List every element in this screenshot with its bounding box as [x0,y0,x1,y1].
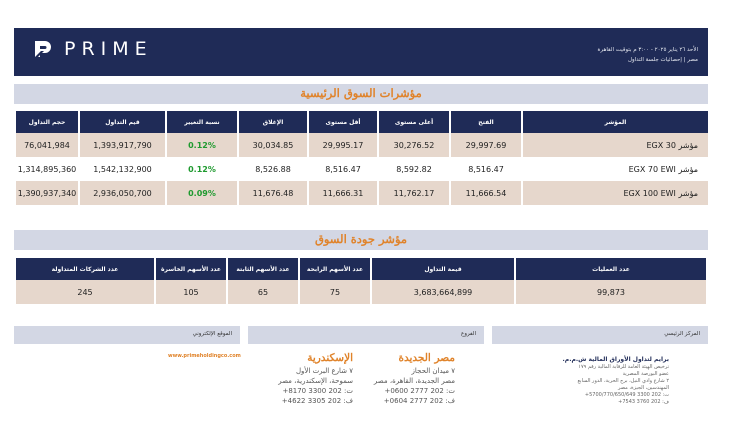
hq-bar [492,326,708,344]
trades-cell: 99,873 [516,280,706,304]
company-license: ترخيص الهيئة العامة للرقابة المالية رقم ١٧٩ [578,364,669,370]
high-cell: 8,592.82 [379,157,449,181]
trade-value-cell: 3,683,664,899 [372,280,514,304]
company-name: برايم لتداول الأوراق المالية ش.م.م. [562,356,669,363]
companies-cell: 245 [16,280,154,304]
report-header [14,28,708,76]
high-cell: 30,276.52 [379,133,449,157]
col-companies: عدد الشركات المتداولة [16,258,154,280]
volume-cell: 76,041,984 [16,133,78,157]
col-trades: عدد العمليات [516,258,706,280]
hq-info [509,355,669,406]
quality-section-bar [14,230,708,250]
quality-section-title: مؤشر جودة السوق [314,232,408,246]
col-open: الفتح [451,111,521,133]
close-cell: 11,676.48 [239,181,307,205]
branches-bar [248,326,484,344]
heliopolis-line2: مصر الجديدة، القاهرة، مصر [373,377,455,385]
high-cell: 11,762.17 [379,181,449,205]
hq-line1: ٢ شارع وادي النيل، برج الحرية، الدور السابع [577,378,669,384]
table-row [16,157,708,181]
col-close: الإغلاق [239,111,307,133]
company-member: عضو البورصة المصرية [622,371,669,377]
alex-line2: سموحة، الإسكندرية، مصر [278,377,353,385]
open-cell: 8,516.47 [451,157,521,181]
quality-header-row [16,258,706,280]
report-date: الأحد ٢٦ يناير ٢٠٢٥ - ٣:٠٠ م بتوقيت القاهرة [597,47,698,53]
index-name-cell: مؤشر EGX 70 EWI [523,157,708,181]
indices-section-bar [14,84,708,104]
website-label: الموقع الإلكتروني [192,331,232,337]
change-cell: 0.12% [167,133,237,157]
col-index: المؤشر [523,111,708,133]
col-losers: عدد الأسهم الخاسرة [156,258,226,280]
report-subtitle: مصر | إحصائيات جلسة التداول [627,57,698,63]
indices-section-title: مؤشرات السوق الرئيسية [300,86,422,100]
col-change: نسبة التغيير [167,111,237,133]
volume-cell: 1,390,937,340 [16,181,78,205]
value-cell: 2,936,050,700 [80,181,165,205]
header-info [598,45,698,65]
col-volume: حجم التداول [16,111,78,133]
heliopolis-fax: ف: 202 2777 0604+ [383,397,455,405]
col-value: قيم التداول [80,111,165,133]
gainers-cell: 75 [300,280,370,304]
heliopolis-branch [355,352,455,406]
low-cell: 11,666.31 [309,181,377,205]
col-trade-value: قيمة التداول [372,258,514,280]
col-unchanged: عدد الأسهم الثابتة [228,258,298,280]
low-cell: 8,516.47 [309,157,377,181]
branches-label: الفروع [461,331,476,337]
prime-logo-icon [32,38,54,60]
hq-line2: المهندسين، الجيزة، مصر [618,385,669,391]
change-cell: 0.09% [167,181,237,205]
index-name-cell: مؤشر EGX 30 [523,133,708,157]
col-high: أعلى مستوى [379,111,449,133]
website-link[interactable]: www.primeholdingco.com [168,353,241,359]
index-name-cell: مؤشر EGX 100 EWI [523,181,708,205]
hq-fax: ف: 202 3760 7543+ [618,399,669,405]
value-cell: 1,393,917,790 [80,133,165,157]
close-cell: 8,526.88 [239,157,307,181]
heliopolis-line1: ٧ ميدان الحجاز [411,367,455,375]
alex-line1: ٧ شارع البرت الأول [295,367,353,375]
col-gainers: عدد الأسهم الرابحة [300,258,370,280]
heliopolis-phone: ت: 202 2777 0600+ [384,387,455,395]
indices-header-row [16,111,708,133]
heliopolis-city: مصر الجديدة [398,352,455,364]
volume-cell: 1,314,895,360 [16,157,78,181]
table-row [16,133,708,157]
website-bar [14,326,240,344]
losers-cell: 105 [156,280,226,304]
alex-phone: ت: 202 3300 8170+ [282,387,353,395]
unchanged-cell: 65 [228,280,298,304]
prime-logo [32,38,153,60]
table-row [16,181,708,205]
col-low: أقل مستوى [309,111,377,133]
alex-branch [243,352,353,406]
low-cell: 29,995.17 [309,133,377,157]
hq-phone: ت: 202 3300 5700/770/650/649+ [584,392,669,398]
quality-table [14,258,708,304]
table-row [16,280,706,304]
alex-fax: ف: 202 3305 4622+ [281,397,353,405]
value-cell: 1,542,132,900 [80,157,165,181]
close-cell: 30,034.85 [239,133,307,157]
alex-city: الإسكندرية [307,352,353,364]
open-cell: 11,666.54 [451,181,521,205]
hq-label: المركز الرئيسي [664,331,700,337]
indices-table [14,111,710,205]
change-cell: 0.12% [167,157,237,181]
open-cell: 29,997.69 [451,133,521,157]
brand-name: PRIME [64,38,153,60]
